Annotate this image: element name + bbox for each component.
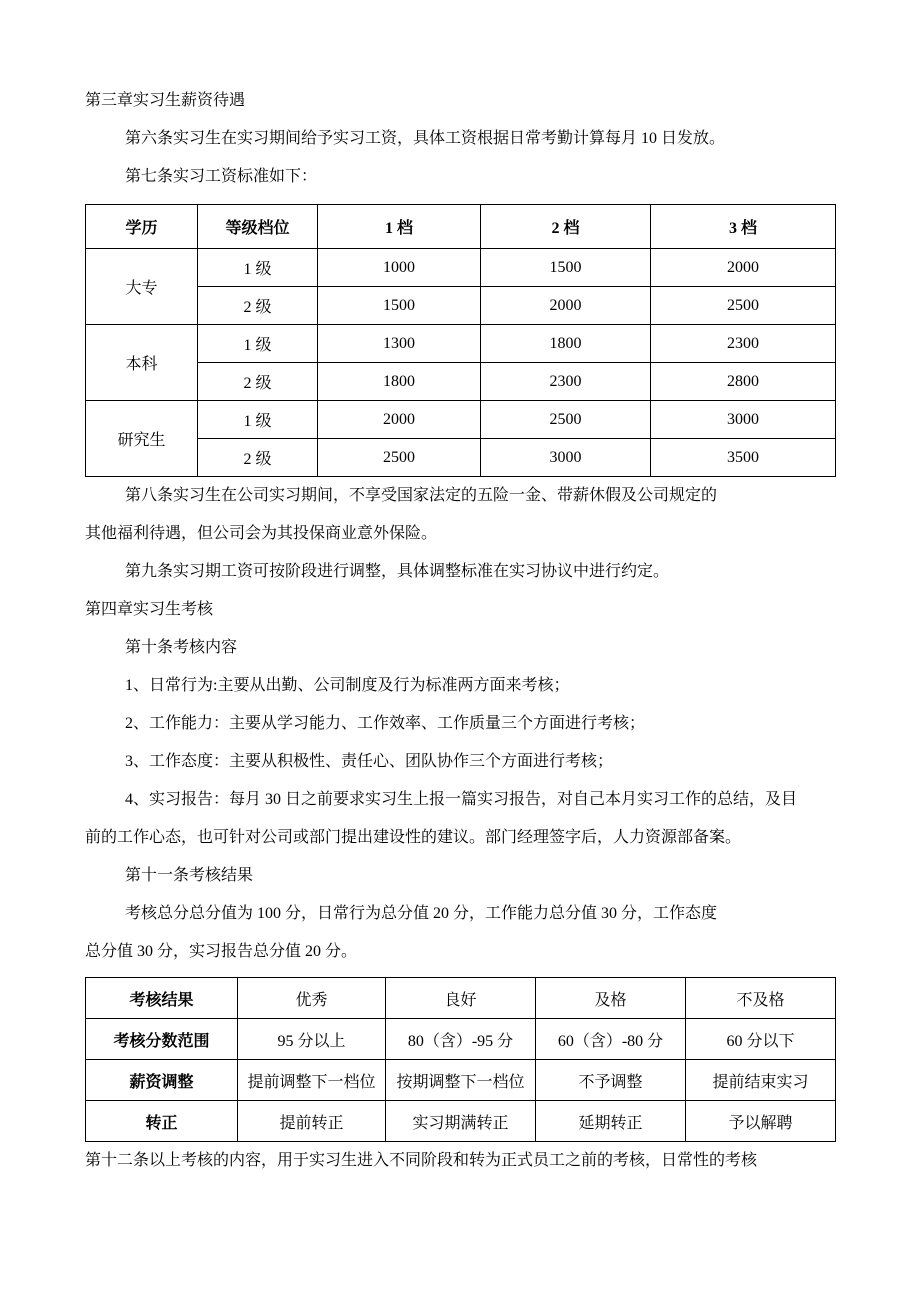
assessment-item-4-line1: 4、实习报告：每月 30 日之前要求实习生上报一篇实习报告，对自己本月实习工作的总结，及目 <box>125 791 798 808</box>
value-cell: 2500 <box>481 401 651 439</box>
assessment-label-cell: 转正 <box>86 1101 238 1142</box>
assessment-value-cell: 80（含）-95 分 <box>386 1019 536 1060</box>
assessment-value-cell: 按期调整下一档位 <box>386 1060 536 1101</box>
salary-table-row <box>86 439 836 477</box>
assessment-row-score-range <box>86 1019 836 1060</box>
education-cell: 研究生 <box>86 401 198 477</box>
salary-table-row <box>86 325 836 363</box>
document-content <box>85 82 835 1180</box>
assessment-value-cell: 提前转正 <box>238 1101 386 1142</box>
chapter3-heading: 第三章实习生薪资待遇 <box>85 92 246 109</box>
value-cell: 2300 <box>481 363 651 401</box>
assessment-value-cell: 良好 <box>386 978 536 1019</box>
value-cell: 3000 <box>651 401 836 439</box>
assessment-value-cell: 60 分以下 <box>686 1019 836 1060</box>
article12-paragraph: 第十二条以上考核的内容，用于实习生进入不同阶段和转为正式员工之前的考核，日常性的考核 <box>85 1152 758 1169</box>
value-cell: 3000 <box>481 439 651 477</box>
assessment-value-cell: 提前调整下一档位 <box>238 1060 386 1101</box>
salary-header-education: 学历 <box>86 205 198 249</box>
value-cell: 1000 <box>318 249 481 287</box>
assessment-label-cell: 考核分数范围 <box>86 1019 238 1060</box>
assessment-item-1: 1、日常行为:主要从出勤、公司制度及行为标准两方面来考核； <box>125 677 570 694</box>
value-cell: 1500 <box>481 249 651 287</box>
salary-table-row <box>86 363 836 401</box>
article6-paragraph: 第六条实习生在实习期间给予实习工资，具体工资根据日常考勤计算每月 10 日发放。 <box>125 130 726 147</box>
value-cell: 2500 <box>651 287 836 325</box>
assessment-value-cell: 予以解聘 <box>686 1101 836 1142</box>
level-cell: 2 级 <box>198 287 318 325</box>
value-cell: 2300 <box>651 325 836 363</box>
assessment-value-cell: 延期转正 <box>536 1101 686 1142</box>
value-cell: 2800 <box>651 363 836 401</box>
salary-table-row <box>86 287 836 325</box>
article8-line1: 第八条实习生在公司实习期间，不享受国家法定的五险一金、带薪休假及公司规定的 <box>125 487 718 504</box>
chapter4-heading: 第四章实习生考核 <box>85 601 214 618</box>
value-cell: 2000 <box>318 401 481 439</box>
assessment-row-regularization <box>86 1101 836 1142</box>
salary-header-tier3: 3 档 <box>651 205 836 249</box>
assessment-row-salary-adjust <box>86 1060 836 1101</box>
assessment-item-4-line2: 前的工作心态，也可针对公司或部门提出建设性的建议。部门经理签字后，人力资源部备案。 <box>85 829 742 846</box>
assessment-value-cell: 提前结束实习 <box>686 1060 836 1101</box>
article11-paragraph: 第十一条考核结果 <box>125 867 254 884</box>
article9-paragraph: 第九条实习期工资可按阶段进行调整，具体调整标准在实习协议中进行约定。 <box>125 563 670 580</box>
level-cell: 1 级 <box>198 325 318 363</box>
value-cell: 3500 <box>651 439 836 477</box>
assessment-value-cell: 实习期满转正 <box>386 1101 536 1142</box>
value-cell: 2000 <box>651 249 836 287</box>
salary-table-row <box>86 249 836 287</box>
value-cell: 1800 <box>318 363 481 401</box>
level-cell: 2 级 <box>198 363 318 401</box>
assessment-label-cell: 考核结果 <box>86 978 238 1019</box>
assessment-item-2: 2、工作能力：主要从学习能力、工作效率、工作质量三个方面进行考核； <box>125 715 646 732</box>
assessment-label-cell: 薪资调整 <box>86 1060 238 1101</box>
article8-line2: 其他福利待遇，但公司会为其投保商业意外保险。 <box>85 525 438 542</box>
level-cell: 1 级 <box>198 401 318 439</box>
salary-table <box>85 204 836 477</box>
value-cell: 2500 <box>318 439 481 477</box>
value-cell: 1500 <box>318 287 481 325</box>
level-cell: 1 级 <box>198 249 318 287</box>
salary-header-tier2: 2 档 <box>481 205 651 249</box>
score-summary-line1: 考核总分总分值为 100 分，日常行为总分值 20 分，工作能力总分值 30 分，工作态度 <box>125 905 718 922</box>
assessment-table <box>85 977 836 1142</box>
assessment-value-cell: 及格 <box>536 978 686 1019</box>
salary-header-level: 等级档位 <box>198 205 318 249</box>
assessment-row-result <box>86 978 836 1019</box>
assessment-value-cell: 不予调整 <box>536 1060 686 1101</box>
value-cell: 2000 <box>481 287 651 325</box>
salary-table-row <box>86 401 836 439</box>
assessment-value-cell: 95 分以上 <box>238 1019 386 1060</box>
education-cell: 大专 <box>86 249 198 325</box>
assessment-value-cell: 优秀 <box>238 978 386 1019</box>
value-cell: 1300 <box>318 325 481 363</box>
salary-header-tier1: 1 档 <box>318 205 481 249</box>
salary-table-header-row <box>86 205 836 249</box>
education-cell: 本科 <box>86 325 198 401</box>
assessment-item-3: 3、工作态度：主要从积极性、责任心、团队协作三个方面进行考核； <box>125 753 614 770</box>
article10-paragraph: 第十条考核内容 <box>125 639 238 656</box>
level-cell: 2 级 <box>198 439 318 477</box>
value-cell: 1800 <box>481 325 651 363</box>
score-summary-line2: 总分值 30 分，实习报告总分值 20 分。 <box>85 943 358 960</box>
assessment-value-cell: 不及格 <box>686 978 836 1019</box>
assessment-value-cell: 60（含）-80 分 <box>536 1019 686 1060</box>
article7-paragraph: 第七条实习工资标准如下： <box>125 168 318 185</box>
